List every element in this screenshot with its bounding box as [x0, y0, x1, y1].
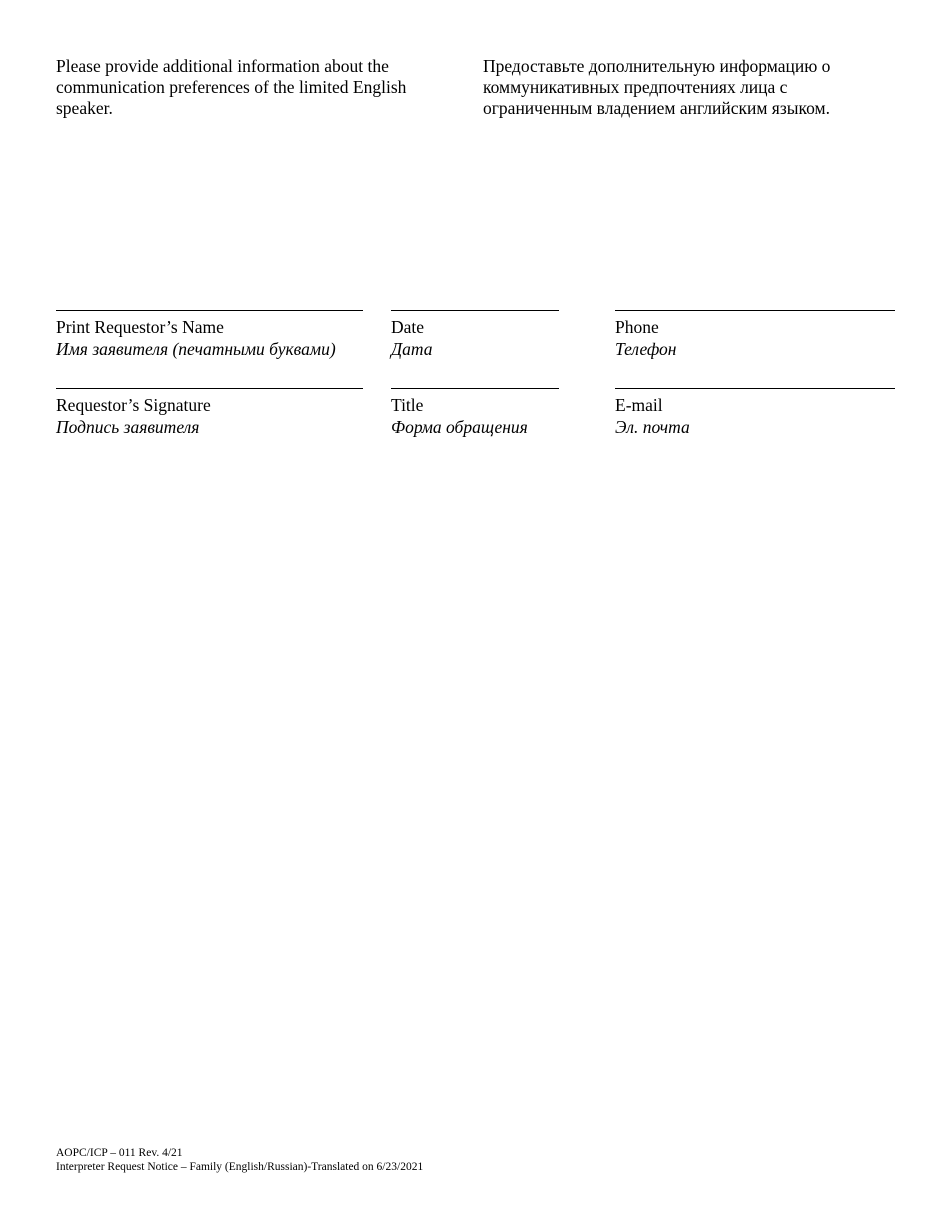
requestor-name-label-en: Print Requestor’s Name: [56, 317, 224, 337]
requestor-signature-label-ru: Подпись заявителя: [56, 417, 200, 437]
email-line[interactable]: [615, 388, 895, 389]
title-label-ru: Форма обращения: [391, 417, 528, 437]
date-label-en: Date: [391, 317, 425, 337]
requestor-signature-line[interactable]: [56, 388, 363, 389]
email-label-en: E-mail: [615, 395, 663, 415]
date-label-ru: Дата: [391, 339, 433, 359]
requestor-name-label-ru: Имя заявителя (печатными буквами): [56, 339, 336, 359]
requestor-name-field[interactable]: [56, 300, 363, 360]
form-footer: [56, 1146, 423, 1174]
instructions-russian: Предоставьте дополнительную информацию о коммуникативных предпочтениях лица с ограниченным владением английским языком.: [483, 56, 831, 118]
phone-label-en: Phone: [615, 317, 659, 337]
title-line[interactable]: [391, 388, 559, 389]
form-code: AOPC/ICP – 011 Rev. 4/21: [56, 1147, 183, 1159]
date-line[interactable]: [391, 310, 559, 311]
instructions-english: Please provide additional information about the communication preferences of the limited English speaker.: [56, 56, 407, 118]
phone-label-ru: Телефон: [615, 339, 677, 359]
title-label-en: Title: [391, 395, 424, 415]
requestor-signature-label-en: Requestor’s Signature: [56, 395, 211, 415]
email-label-ru: Эл. почта: [615, 417, 690, 437]
phone-line[interactable]: [615, 310, 895, 311]
form-title: Interpreter Request Notice – Family (English/Russian)-Translated on 6/23/2021: [56, 1161, 424, 1173]
requestor-name-line[interactable]: [56, 310, 363, 311]
date-field[interactable]: [391, 300, 559, 360]
requestor-signature-field[interactable]: [56, 378, 363, 438]
email-field[interactable]: [615, 378, 895, 438]
title-field[interactable]: [391, 378, 559, 438]
phone-field[interactable]: [615, 300, 895, 360]
